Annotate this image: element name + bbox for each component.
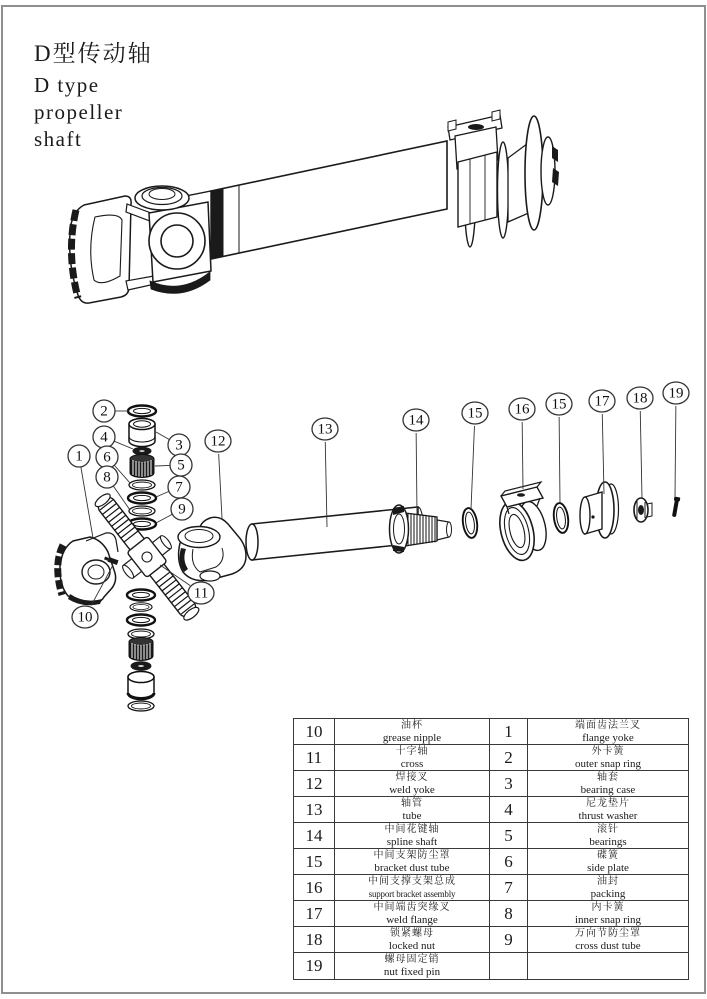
part-name-cell: [528, 953, 688, 979]
part-name-cell: [528, 901, 688, 927]
part-name-cell: [528, 771, 688, 797]
callout-number-17: 17: [594, 393, 610, 410]
part-spline-shaft: [390, 505, 452, 553]
callout-number-18: 18: [632, 390, 648, 407]
part-name-cell: [335, 875, 490, 901]
part-name-en: grease nipple: [382, 731, 442, 744]
slinger-disc-2: [498, 142, 509, 238]
part-number-cell: 19: [294, 953, 335, 979]
callout-number-16: 16: [514, 401, 530, 418]
part-name-cn: 焊接叉: [395, 771, 429, 783]
leader-line-15: [471, 426, 474, 509]
callout-number-19: 19: [668, 385, 684, 402]
part-name-cell: [528, 719, 688, 745]
part-bracket-dust-seal-1: [461, 507, 479, 539]
leader-line-14: [416, 433, 417, 514]
part-outer-snap-ring: [128, 406, 156, 417]
leader-line-12: [219, 454, 222, 518]
leader-line-19: [675, 406, 676, 497]
part-nut-fixed-pin: [671, 497, 680, 518]
part-number-cell: 13: [294, 797, 335, 823]
part-number-cell: 1: [490, 719, 528, 745]
part-name-cell: [528, 745, 688, 771]
part-name-cn: 锁紧螺母: [390, 927, 434, 939]
callout-number-8: 8: [103, 469, 111, 486]
part-bracket-dust-seal-2: [552, 502, 570, 534]
part-name-en: cross: [400, 757, 424, 770]
part-number-cell: 5: [490, 823, 528, 849]
callout-number-4: 4: [100, 429, 108, 446]
title-english-line1: D type: [34, 73, 100, 97]
title-chinese: D型传动轴: [34, 41, 153, 66]
part-number-cell: 12: [294, 771, 335, 797]
part-packing: [128, 493, 156, 504]
parts-table: [293, 718, 689, 980]
part-thrust-washer: [133, 447, 151, 455]
leader-line-15: [559, 417, 560, 503]
part-name-en: cross dust tube: [575, 939, 641, 952]
part-number-cell: 15: [294, 849, 335, 875]
part-side-plate: [129, 480, 155, 490]
part-name-cell: [335, 849, 490, 875]
part-number-cell: 17: [294, 901, 335, 927]
part-name-en: nut fixed pin: [383, 966, 441, 978]
part-name-cell: [335, 927, 490, 953]
leader-line-13: [325, 442, 327, 527]
part-name-en: locked nut: [388, 939, 436, 952]
part-name-cn: 中间端齿突缘叉: [373, 901, 451, 913]
leader-line-18: [640, 411, 642, 498]
part-name-cell: [335, 901, 490, 927]
part-number-cell: 7: [490, 875, 528, 901]
part-weld-yoke: [178, 517, 246, 581]
part-name-en: packing: [590, 887, 626, 900]
part-name-cell: [528, 823, 688, 849]
callout-number-9: 9: [178, 501, 186, 518]
part-name-en: support bracket assembly: [368, 888, 456, 899]
part-name-cn: 中间支撑支架总成: [368, 875, 456, 887]
title-english-line3: shaft: [34, 127, 83, 151]
callout-number-12: 12: [210, 433, 226, 450]
part-name-cn: 油封: [597, 875, 619, 887]
part-name-cn: 轴套: [597, 771, 619, 783]
part-name-en: weld yoke: [389, 783, 435, 796]
part-name-en: outer snap ring: [575, 757, 641, 770]
part-name-cn: 内卡簧: [591, 901, 625, 913]
part-name-cn: 尼龙垫片: [586, 797, 630, 809]
part-number-cell: 11: [294, 745, 335, 771]
leader-line-5: [155, 465, 170, 466]
part-name-cn: 滚针: [597, 823, 619, 835]
callout-number-10: 10: [77, 609, 93, 626]
part-name-en: bearings: [589, 835, 627, 848]
part-name-cn: 万向节防尘罩: [575, 927, 641, 939]
part-name-en: flange yoke: [582, 731, 634, 744]
part-number-cell: 18: [294, 927, 335, 953]
part-name-cn: 轴管: [401, 797, 423, 809]
part-inner-snap-ring: [129, 506, 155, 516]
part-name-cell: [335, 823, 490, 849]
bearing-housing-cylinder: [458, 152, 497, 227]
part-locked-nut: [634, 498, 652, 522]
part-number-cell: 3: [490, 771, 528, 797]
part-name-cell: [528, 875, 688, 901]
part-name-en: spline shaft: [386, 835, 438, 848]
part-number-cell: 8: [490, 901, 528, 927]
part-needle-bearings: [130, 455, 154, 478]
part-number-cell: 14: [294, 823, 335, 849]
part-name-cell: [335, 953, 490, 979]
callout-number-1: 1: [75, 448, 83, 465]
part-name-cell: [528, 797, 688, 823]
part-name-en: inner snap ring: [575, 913, 641, 926]
part-name-cell: [528, 849, 688, 875]
part-support-bracket: [494, 482, 550, 564]
part-name-en: thrust washer: [578, 809, 638, 822]
callout-number-7: 7: [175, 479, 183, 496]
part-name-cn: 碟簧: [597, 849, 619, 861]
part-name-en: bracket dust tube: [374, 861, 450, 874]
flange-disc: [525, 116, 543, 230]
part-number-cell: 9: [490, 927, 528, 953]
callout-number-15: 15: [467, 405, 483, 422]
part-number-cell: 6: [490, 849, 528, 875]
leader-line-16: [522, 422, 523, 489]
part-name-cn: 油杯: [401, 719, 423, 731]
callout-number-3: 3: [175, 437, 183, 454]
callout-number-11: 11: [193, 585, 209, 602]
callout-number-15: 15: [551, 396, 567, 413]
part-name-cn: 十字轴: [395, 745, 429, 757]
assembled-shaft-drawing: [70, 110, 559, 303]
part-name-cell: [335, 771, 490, 797]
part-number-cell: 4: [490, 797, 528, 823]
part-number-cell: [490, 953, 528, 979]
part-number-cell: 10: [294, 719, 335, 745]
callout-number-13: 13: [317, 421, 333, 438]
part-number-cell: 2: [490, 745, 528, 771]
part-name-cn: 螺母固定销: [384, 954, 440, 965]
part-name-cn: 中间支架防尘罩: [373, 849, 451, 861]
part-name-en: side plate: [587, 861, 629, 874]
title-english-line2: propeller: [34, 100, 124, 124]
callout-number-6: 6: [103, 449, 111, 466]
part-name-en: tube: [402, 809, 422, 822]
part-flange-yoke: [58, 533, 118, 605]
bearing-eye-inner: [161, 225, 193, 257]
callout-number-5: 5: [177, 457, 185, 474]
leader-line-9: [156, 514, 172, 523]
part-name-cell: [528, 927, 688, 953]
part-name-en: bearing case: [580, 783, 636, 796]
leader-line-1: [81, 467, 93, 538]
callout-number-14: 14: [408, 412, 424, 429]
part-bearing-case: [129, 419, 155, 447]
leader-line-7: [156, 491, 169, 497]
part-name-cell: [335, 745, 490, 771]
part-name-cell: [335, 797, 490, 823]
part-name-en: weld flange: [386, 913, 438, 926]
part-number-cell: 16: [294, 875, 335, 901]
part-name-cell: [335, 719, 490, 745]
part-weld-flange: [580, 482, 619, 538]
part-name-cn: 外卡簧: [591, 745, 625, 757]
leader-line-3: [156, 432, 169, 440]
part-name-cn: 端面齿法兰叉: [575, 719, 641, 731]
part-name-cn: 中间花键轴: [384, 823, 440, 835]
callout-number-2: 2: [100, 403, 108, 420]
